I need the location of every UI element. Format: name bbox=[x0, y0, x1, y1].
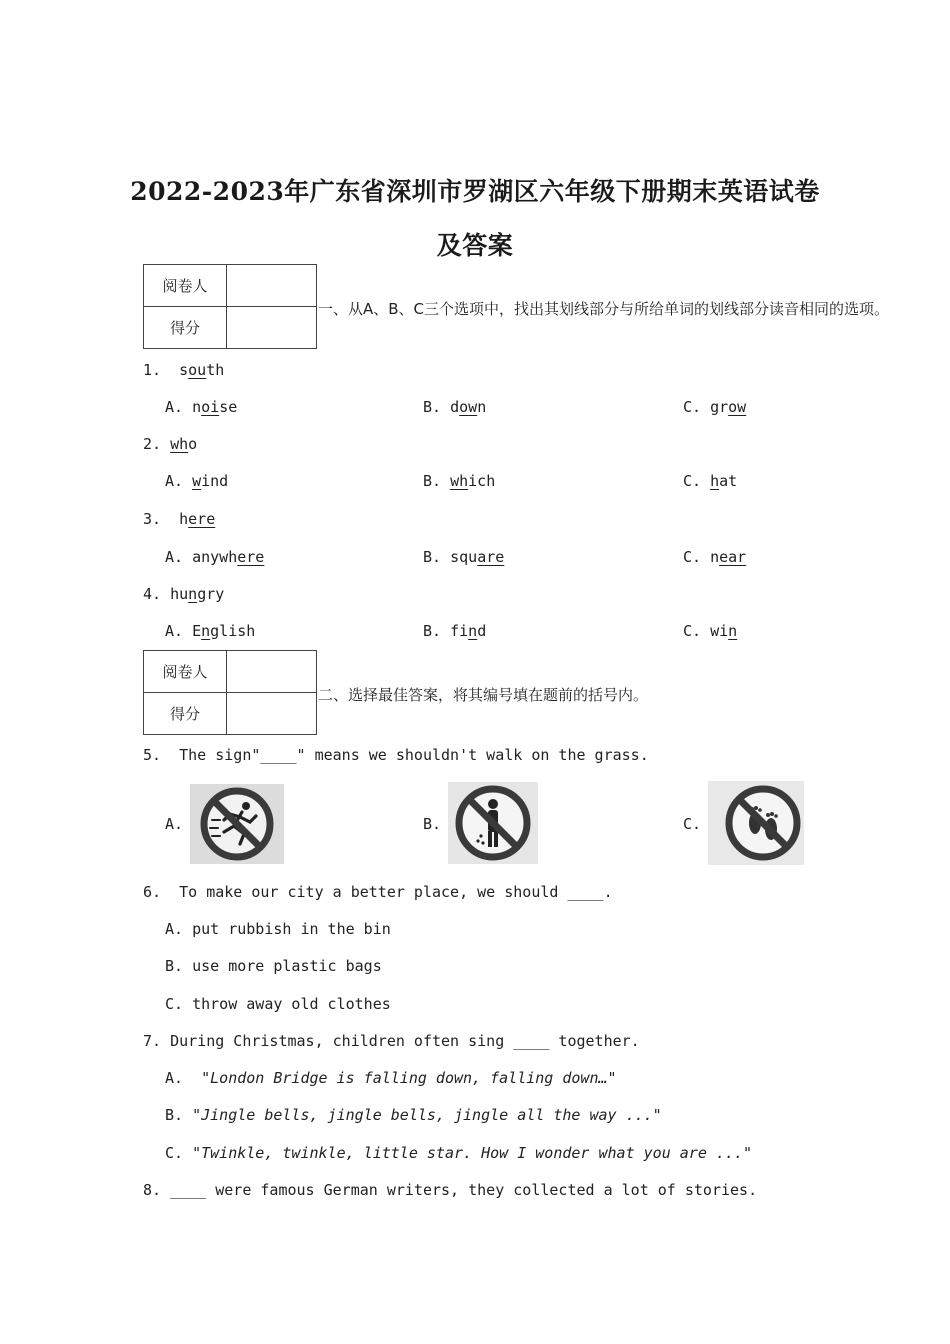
page-title-line2: 及答案 bbox=[436, 231, 514, 260]
option-c[interactable] bbox=[683, 622, 737, 640]
option-word: find bbox=[450, 622, 487, 640]
option-b[interactable] bbox=[423, 548, 504, 566]
option-a[interactable] bbox=[165, 472, 228, 490]
score-table bbox=[143, 264, 317, 349]
page-title: 2022-2023年广东省深圳市罗湖区六年级下册期末英语试卷 bbox=[130, 177, 820, 206]
question-number: 4. bbox=[143, 585, 162, 603]
option-word: English bbox=[192, 622, 256, 640]
option-letter: B. bbox=[423, 815, 442, 833]
reviewer-label: 阅卷人 bbox=[144, 651, 227, 693]
option-c[interactable] bbox=[683, 472, 737, 490]
reviewer-field[interactable] bbox=[227, 265, 317, 307]
option-text: throw away old clothes bbox=[192, 995, 391, 1013]
reviewer-field[interactable] bbox=[227, 651, 317, 693]
option-letter: C. bbox=[683, 398, 702, 416]
option-word: hat bbox=[710, 472, 738, 490]
score-field[interactable] bbox=[227, 307, 317, 349]
option-letter: A. bbox=[165, 472, 184, 490]
option-letter: C. bbox=[683, 815, 702, 833]
no-littering-sign-icon[interactable] bbox=[448, 782, 538, 864]
option-word: square bbox=[450, 548, 505, 566]
no-walking-footprints-sign-icon[interactable] bbox=[708, 781, 804, 865]
option-word: grow bbox=[710, 398, 747, 416]
option-b[interactable] bbox=[423, 622, 486, 640]
question-4 bbox=[143, 585, 224, 603]
question-number: 2. bbox=[143, 435, 162, 453]
question-number: 8. bbox=[143, 1181, 162, 1199]
option-letter: A. bbox=[165, 1069, 184, 1087]
option-a[interactable] bbox=[165, 622, 255, 640]
option-word: noise bbox=[192, 398, 238, 416]
option-word: win bbox=[710, 622, 738, 640]
option-letter: A. bbox=[165, 548, 184, 566]
no-running-sign-icon[interactable] bbox=[190, 784, 284, 864]
option-letter: C. bbox=[683, 548, 702, 566]
question-number: 1. bbox=[143, 361, 162, 379]
word: south bbox=[179, 361, 225, 379]
section2-instruction: 二、选择最佳答案，将其编号填在题前的括号内。 bbox=[318, 686, 649, 704]
option-letter: B. bbox=[423, 548, 442, 566]
word: here bbox=[179, 510, 216, 528]
option-text: "London Bridge is falling down, falling down…" bbox=[201, 1069, 617, 1087]
option-b[interactable] bbox=[165, 1106, 662, 1124]
option-c[interactable] bbox=[165, 1144, 752, 1162]
question-1 bbox=[143, 361, 224, 379]
option-a[interactable] bbox=[165, 398, 237, 416]
option-letter: C. bbox=[165, 995, 184, 1013]
option-letter: A. bbox=[165, 815, 184, 833]
option-c[interactable] bbox=[683, 398, 746, 416]
option-letter: A. bbox=[165, 920, 184, 938]
question-8 bbox=[143, 1181, 757, 1199]
option-letter: C. bbox=[683, 472, 702, 490]
option-letter: A. bbox=[165, 622, 184, 640]
question-7 bbox=[143, 1032, 640, 1050]
question-number: 6. bbox=[143, 883, 162, 901]
option-word: wind bbox=[192, 472, 229, 490]
option-letter: B. bbox=[423, 472, 442, 490]
option-c[interactable] bbox=[683, 548, 746, 566]
option-word: near bbox=[710, 548, 747, 566]
section1-instruction: 一、从A、B、C三个选项中，找出其划线部分与所给单词的划线部分读音相同的选项。 bbox=[318, 300, 890, 318]
option-text: use more plastic bags bbox=[192, 957, 382, 975]
question-number: 5. bbox=[143, 746, 162, 764]
option-word: which bbox=[450, 472, 496, 490]
question-5 bbox=[143, 746, 649, 764]
option-c[interactable] bbox=[165, 995, 391, 1013]
option-word: down bbox=[450, 398, 487, 416]
question-number: 3. bbox=[143, 510, 162, 528]
option-letter: C. bbox=[165, 1144, 184, 1162]
option-a[interactable] bbox=[165, 1069, 617, 1087]
option-letter: C. bbox=[683, 622, 702, 640]
option-letter: B. bbox=[423, 398, 442, 416]
option-a[interactable] bbox=[165, 548, 264, 566]
question-2 bbox=[143, 435, 197, 453]
word: who bbox=[170, 435, 198, 453]
score-label: 得分 bbox=[144, 693, 227, 735]
option-letter: B. bbox=[165, 957, 184, 975]
score-label: 得分 bbox=[144, 307, 227, 349]
option-word: anywhere bbox=[192, 548, 265, 566]
question-text: During Christmas, children often sing ____ together. bbox=[170, 1032, 640, 1050]
option-letter: B. bbox=[423, 622, 442, 640]
option-letter: B. bbox=[165, 1106, 184, 1124]
option-text: "Twinkle, twinkle, little star. How I wonder what you are ..." bbox=[192, 1144, 753, 1162]
option-text: "Jingle bells, jingle bells, jingle all the way ..." bbox=[192, 1106, 662, 1124]
reviewer-label: 阅卷人 bbox=[144, 265, 227, 307]
option-b[interactable] bbox=[423, 398, 486, 416]
question-3 bbox=[143, 510, 215, 528]
option-b[interactable] bbox=[165, 957, 382, 975]
question-text: ____ were famous German writers, they collected a lot of stories. bbox=[170, 1181, 758, 1199]
option-b[interactable] bbox=[423, 472, 495, 490]
option-text: put rubbish in the bin bbox=[192, 920, 391, 938]
option-a[interactable] bbox=[165, 920, 391, 938]
question-number: 7. bbox=[143, 1032, 162, 1050]
question-6 bbox=[143, 883, 613, 901]
score-field[interactable] bbox=[227, 693, 317, 735]
question-text: The sign"____" means we shouldn't walk on the grass. bbox=[179, 746, 649, 764]
score-table-2 bbox=[143, 650, 317, 735]
option-letter: A. bbox=[165, 398, 184, 416]
word: hungry bbox=[170, 585, 225, 603]
question-text: To make our city a better place, we should ____. bbox=[179, 883, 613, 901]
